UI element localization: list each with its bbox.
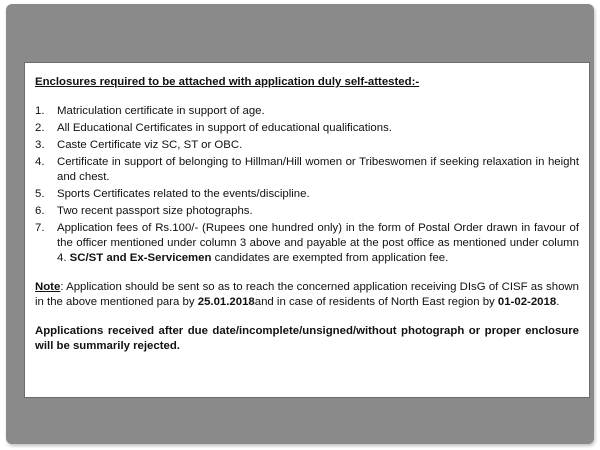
list-item xyxy=(35,204,579,219)
note-text-north-east: and in case of residents of North East region by xyxy=(254,296,498,308)
list-item-number: 3. xyxy=(35,139,45,151)
enclosures-list xyxy=(35,104,579,266)
list-item-number: 6. xyxy=(35,205,45,217)
fee-exemption-text: candidates are exempted from application fee. xyxy=(211,252,449,264)
list-item-text: Matriculation certificate in support of age. xyxy=(57,105,265,117)
screenshot-frame xyxy=(6,4,594,444)
north-east-deadline-date: 01-02-2018 xyxy=(497,296,557,308)
note-paragraph xyxy=(35,280,579,310)
exempted-categories: SC/ST and Ex-Servicemen xyxy=(69,252,212,264)
note-end: . xyxy=(556,296,560,308)
note-label: Note xyxy=(35,281,61,293)
list-item-text: Caste Certificate viz SC, ST or OBC. xyxy=(57,139,243,151)
list-item xyxy=(35,187,579,202)
list-item-text xyxy=(57,221,579,266)
list-item-number: 5. xyxy=(35,188,45,200)
list-item-text: Two recent passport size photographs. xyxy=(57,205,253,217)
list-item-text: Sports Certificates related to the events/discipline. xyxy=(57,188,310,200)
list-item xyxy=(35,121,579,136)
rejection-warning: Applications received after due date/incomplete/unsigned/without photograph or proper enclosure will be summarily rejected. xyxy=(35,325,579,352)
list-item-text: All Educational Certificates in support of educational qualifications. xyxy=(57,122,392,134)
deadline-date: 25.01.2018 xyxy=(197,296,255,308)
list-item-number: 2. xyxy=(35,122,45,134)
list-item xyxy=(35,155,579,185)
list-item-number: 1. xyxy=(35,105,45,117)
list-item-number: 4. xyxy=(35,156,45,168)
list-item xyxy=(35,221,579,266)
fee-text: Application fees of Rs.100/- (Rupees one hundred only) in the form of Postal Order drawn in favour of the officer mentioned under column 3 above and payable at the post office as mentioned under column 4. xyxy=(57,222,579,264)
enclosures-heading: Enclosures required to be attached with application duly self-attested:- xyxy=(35,76,420,88)
note-text: : Application should be sent so as to reach the concerned application receiving DIsG of CISF as shown in the above mentioned para by xyxy=(35,281,579,308)
list-item xyxy=(35,138,579,153)
list-item-number: 7. xyxy=(35,222,45,234)
document-page xyxy=(24,62,590,398)
list-item xyxy=(35,104,579,119)
list-item-text: Certificate in support of belonging to Hillman/Hill women or Tribeswomen if seeking relaxation in height and chest. xyxy=(57,156,579,183)
